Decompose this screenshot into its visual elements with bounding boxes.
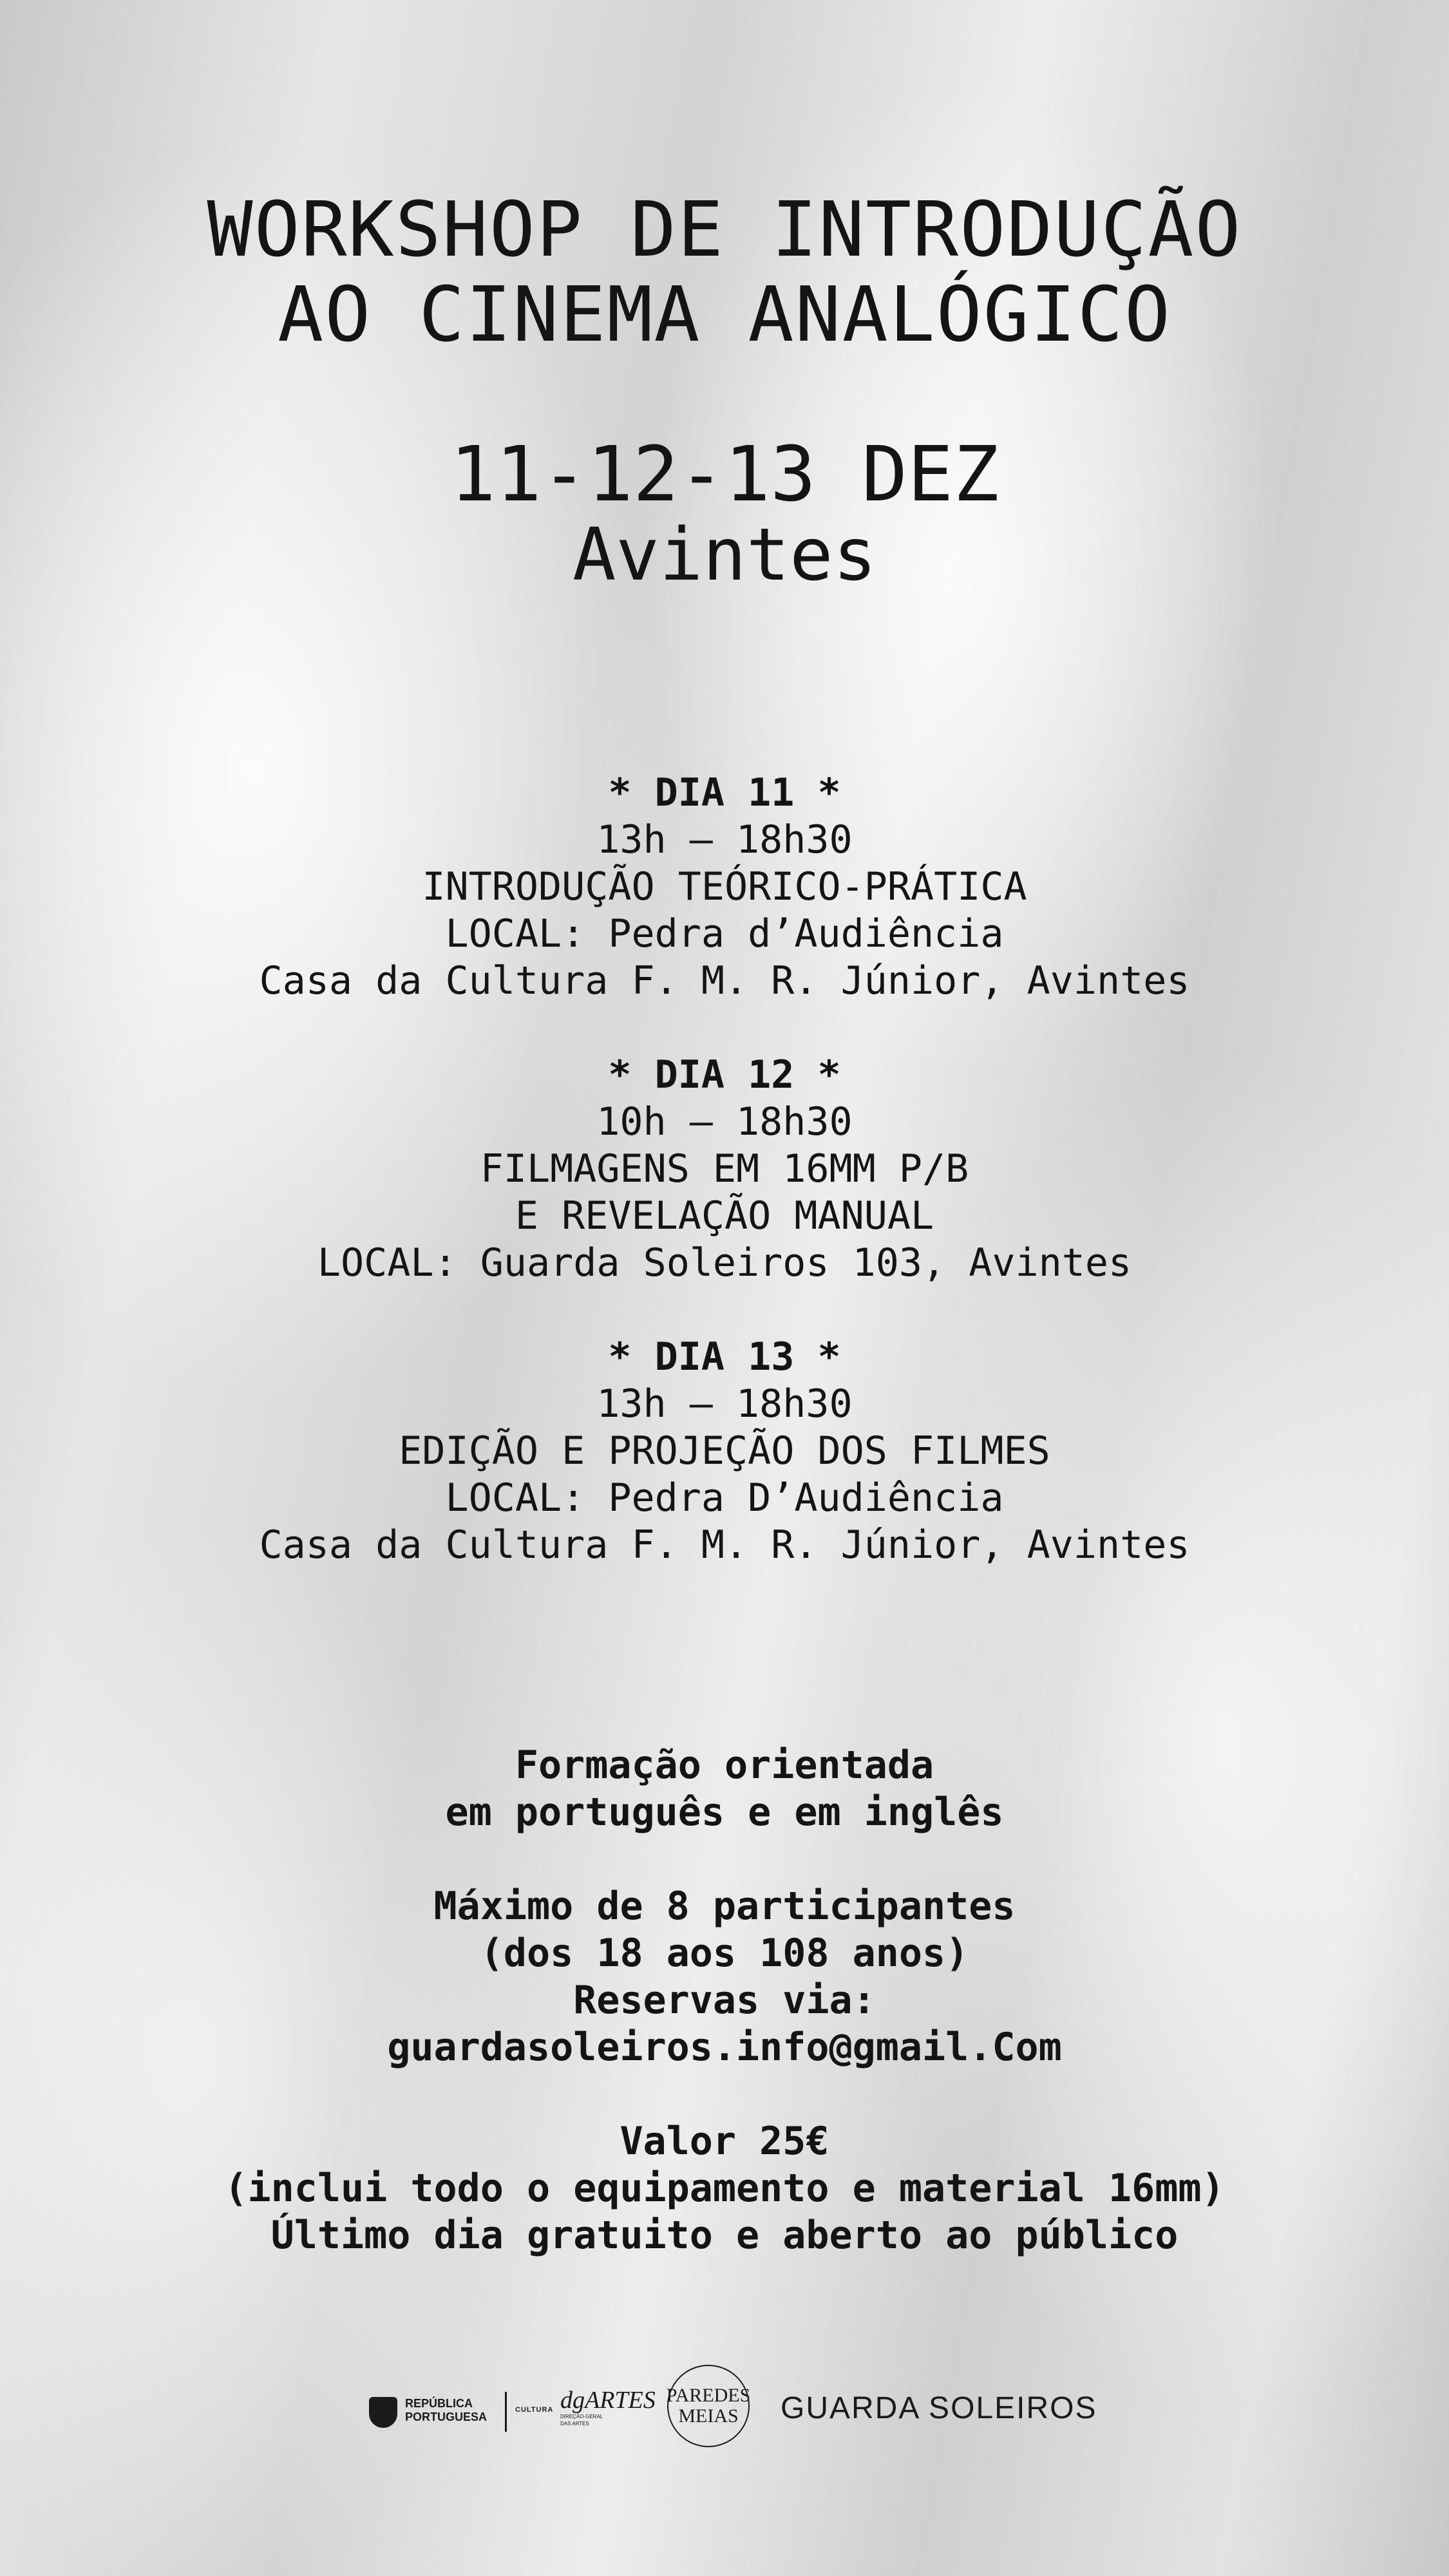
dgartes-subtitle-2: DAS ARTES: [560, 2421, 589, 2427]
price-value: Valor 25€: [620, 2119, 829, 2164]
info-line: (dos 18 aos 108 anos): [480, 1931, 969, 1976]
logo-divider: [505, 2392, 507, 2432]
day-line: FILMAGENS EM 16MM P/B: [480, 1146, 969, 1191]
language-info: [0, 1742, 1449, 1836]
info-line: (inclui todo o equipamento e material 16mm): [224, 2166, 1225, 2211]
event-place: Avintes: [572, 513, 876, 597]
day-line: LOCAL: Pedra d’Audiência: [445, 911, 1004, 956]
cultura-label: CULTURA: [515, 2406, 554, 2414]
day-line: LOCAL: Pedra D’Audiência: [445, 1475, 1004, 1520]
sponsor-logos: [0, 2365, 1449, 2455]
contact-email: guardasoleiros.info@gmail.Com: [387, 2025, 1062, 2070]
event-title: [0, 187, 1449, 357]
day-line: E REVELAÇÃO MANUAL: [515, 1193, 934, 1238]
day-line: EDIÇÃO E PROJEÇÃO DOS FILMES: [399, 1428, 1050, 1473]
day-heading: * DIA 12 *: [608, 1052, 841, 1097]
day-block-13: [0, 1334, 1449, 1569]
republica-text: REPÚBLICA: [405, 2397, 473, 2410]
event-dates: 11-12-13 DEZ: [450, 430, 999, 518]
day-block-11: [0, 770, 1449, 1005]
title-line-1: WORKSHOP DE INTRODUÇÃO: [207, 185, 1242, 274]
guarda-soleiros-logo: GUARDA SOLEIROS: [781, 2391, 1097, 2425]
portuguesa-text: PORTUGUESA: [405, 2410, 488, 2423]
title-line-2: AO CINEMA ANALÓGICO: [278, 270, 1171, 359]
dgartes-subtitle-1: DIREÇÃO-GERAL: [560, 2414, 603, 2420]
republica-portuguesa-logo: [369, 2384, 504, 2436]
day-time: 13h — 18h30: [596, 817, 853, 862]
day-heading: * DIA 13 *: [608, 1334, 841, 1379]
day-time: 13h — 18h30: [596, 1381, 853, 1426]
day-block-12: [0, 1052, 1449, 1287]
info-line: Formação orientada: [515, 1743, 934, 1788]
info-line: Reservas via:: [573, 1978, 876, 2023]
day-line: LOCAL: Guarda Soleiros 103, Avintes: [317, 1240, 1132, 1285]
info-line: Último dia gratuito e aberto ao público: [270, 2213, 1179, 2258]
workshop-info: [0, 1742, 1449, 2306]
info-line: em português e em inglês: [445, 1790, 1004, 1835]
price-info: [0, 2118, 1449, 2259]
dgartes-wordmark: dgARTES: [560, 2387, 656, 2414]
day-time: 10h — 18h30: [596, 1099, 853, 1144]
day-heading: * DIA 11 *: [608, 770, 841, 815]
day-line: INTRODUÇÃO TEÓRICO-PRÁTICA: [422, 864, 1027, 909]
republica-emblem-icon: [369, 2397, 397, 2428]
paredes-meias-logo: PAREDES MEIAS: [667, 2365, 750, 2447]
participants-info: [0, 1883, 1449, 2071]
info-line: Máximo de 8 participantes: [433, 1884, 1016, 1929]
schedule: [0, 770, 1449, 1616]
day-line: Casa da Cultura F. M. R. Júnior, Avintes: [259, 1522, 1190, 1567]
dgartes-logo: [560, 2387, 656, 2439]
day-line: Casa da Cultura F. M. R. Júnior, Avintes: [259, 958, 1190, 1003]
